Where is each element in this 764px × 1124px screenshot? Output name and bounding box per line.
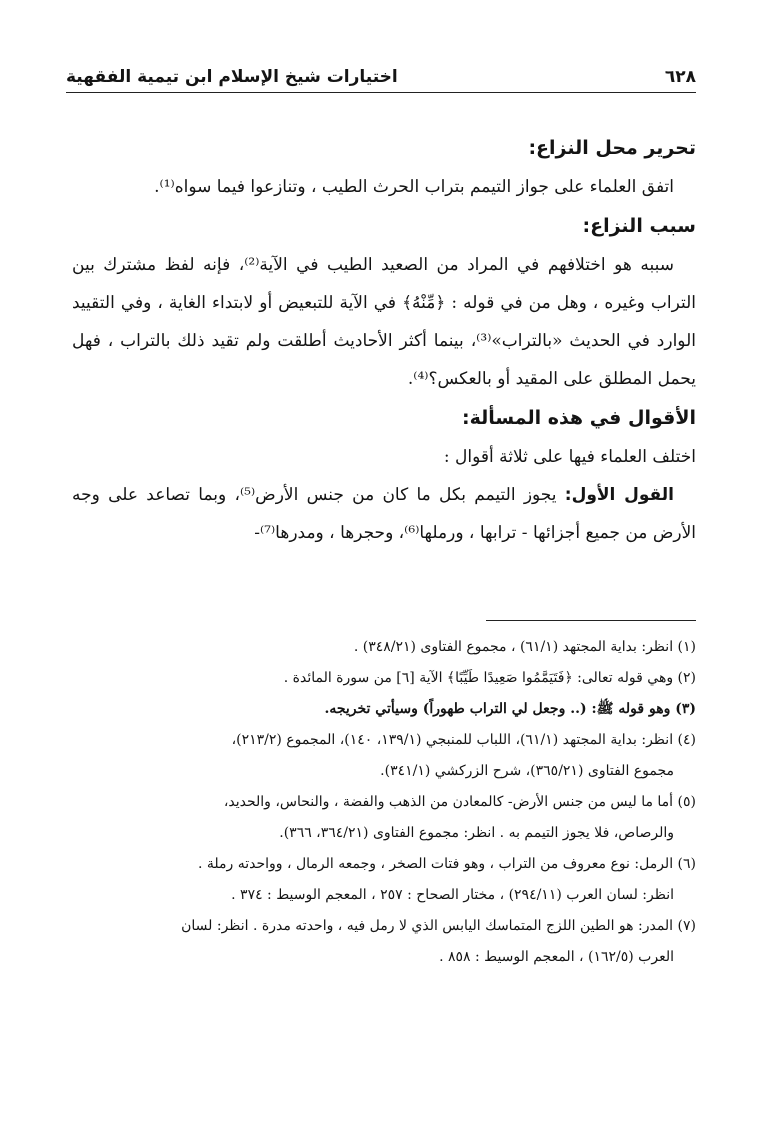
running-header — [66, 62, 696, 93]
section-heading-dispute: تحرير محل النزاع: — [528, 137, 696, 159]
footnote-7 — [72, 911, 696, 973]
footnote-line: (٧) المدر: هو الطين اللزج المتماسك اليابس الذي لا رمل فيه ، واحدته مدرة . انظر: لسان — [181, 918, 696, 934]
footnote-line: (٢) وهي قوله تعالى: ﴿فَتَيَمَّمُوا صَعِيدًا طَيِّبًا﴾ الآية [٦] من سورة المائدة . — [283, 670, 696, 686]
paragraph-first-opinion — [72, 476, 696, 552]
footnote-line-continued: العرب (١٦٢/٥) ، المعجم الوسيط : ٨٥٨ . — [439, 949, 674, 965]
section-heading-opinions: الأقوال في هذه المسألة: — [462, 407, 696, 429]
book-title: اختيارات شيخ الإسلام ابن تيمية الفقهية — [66, 67, 398, 87]
footnote-1 — [72, 632, 696, 663]
section-heading-cause: سبب النزاع: — [582, 215, 696, 237]
footnote-line-continued: والرصاص، فلا يجوز التيمم به . انظر: مجموع الفتاوى (٣٦٤/٢١، ٣٦٦). — [279, 825, 674, 841]
footnote-2 — [72, 663, 696, 694]
first-opinion-text: يجوز التيمم بكل ما كان من جنس الأرض⁽⁵⁾، وبما تصاعد على وجه الأرض من جميع أجزائها - ترابها ، ورملها⁽⁶⁾، وحجرها ، ومدرها⁽⁷⁾- — [72, 485, 696, 543]
paragraph-opinions-intro: اختلف العلماء فيها على ثلاثة أقوال : — [443, 447, 696, 467]
footnotes — [72, 632, 696, 973]
first-opinion-label: القول الأول: — [564, 485, 675, 505]
footnote-line: (٦) الرمل: نوع معروف من التراب ، وهو فتات الصخر ، وجمعه الرمال ، وواحدته رملة . — [197, 856, 696, 872]
footnote-line-continued: مجموع الفتاوى (٣٦٥/٢١)، شرح الزركشي (٣٤١/١). — [380, 763, 674, 779]
footnote-line: (٥) أما ما ليس من جنس الأرض- كالمعادن من الذهب والفضة ، والنحاس، والحديد، — [223, 794, 696, 810]
paragraph-cause: سببه هو اختلافهم في المراد من الصعيد الطيب في الآية⁽²⁾، فإنه لفظ مشترك بين التراب وغيره ، وهل من في قوله : ﴿مِّنْهُ﴾ في الآية للتبعيض أو لابتداء الغاية ، وفي التقييد الوارد في الحديث «بالتراب»⁽³⁾، بينما أكثر الأحاديث أطلقت ولم تقيد ذلك بالتراب ، فهل يحمل المطلق على المقيد أو بالعكس؟⁽⁴⁾. — [72, 255, 696, 389]
main-text — [72, 128, 696, 552]
footnote-separator — [486, 620, 696, 621]
paragraph-agreement: اتفق العلماء على جواز التيمم بتراب الحرث الطيب ، وتنازعوا فيما سواه⁽¹⁾. — [154, 177, 674, 197]
footnote-6 — [72, 849, 696, 911]
page-number: ٦٢٨ — [664, 67, 696, 87]
footnote-line: (١) انظر: بداية المجتهد (٦١/١) ، مجموع الفتاوى (٣٤٨/٢١) . — [353, 639, 696, 655]
footnote-line: (٣) وهو قوله ﷺ: (.. وجعل لي التراب طهوراً) وسيأتي تخريجه. — [324, 701, 696, 717]
footnote-line-continued: انظر: لسان العرب (٢٩٤/١١) ، مختار الصحاح : ٢٥٧ ، المعجم الوسيط : ٣٧٤ . — [231, 887, 674, 903]
footnote-3 — [72, 694, 696, 725]
footnote-5 — [72, 787, 696, 849]
footnote-line: (٤) انظر: بداية المجتهد (٦١/١)، اللباب للمنبجي (١٣٩/١، ١٤٠)، المجموع (٢١٣/٢)، — [231, 732, 696, 748]
footnote-4 — [72, 725, 696, 787]
